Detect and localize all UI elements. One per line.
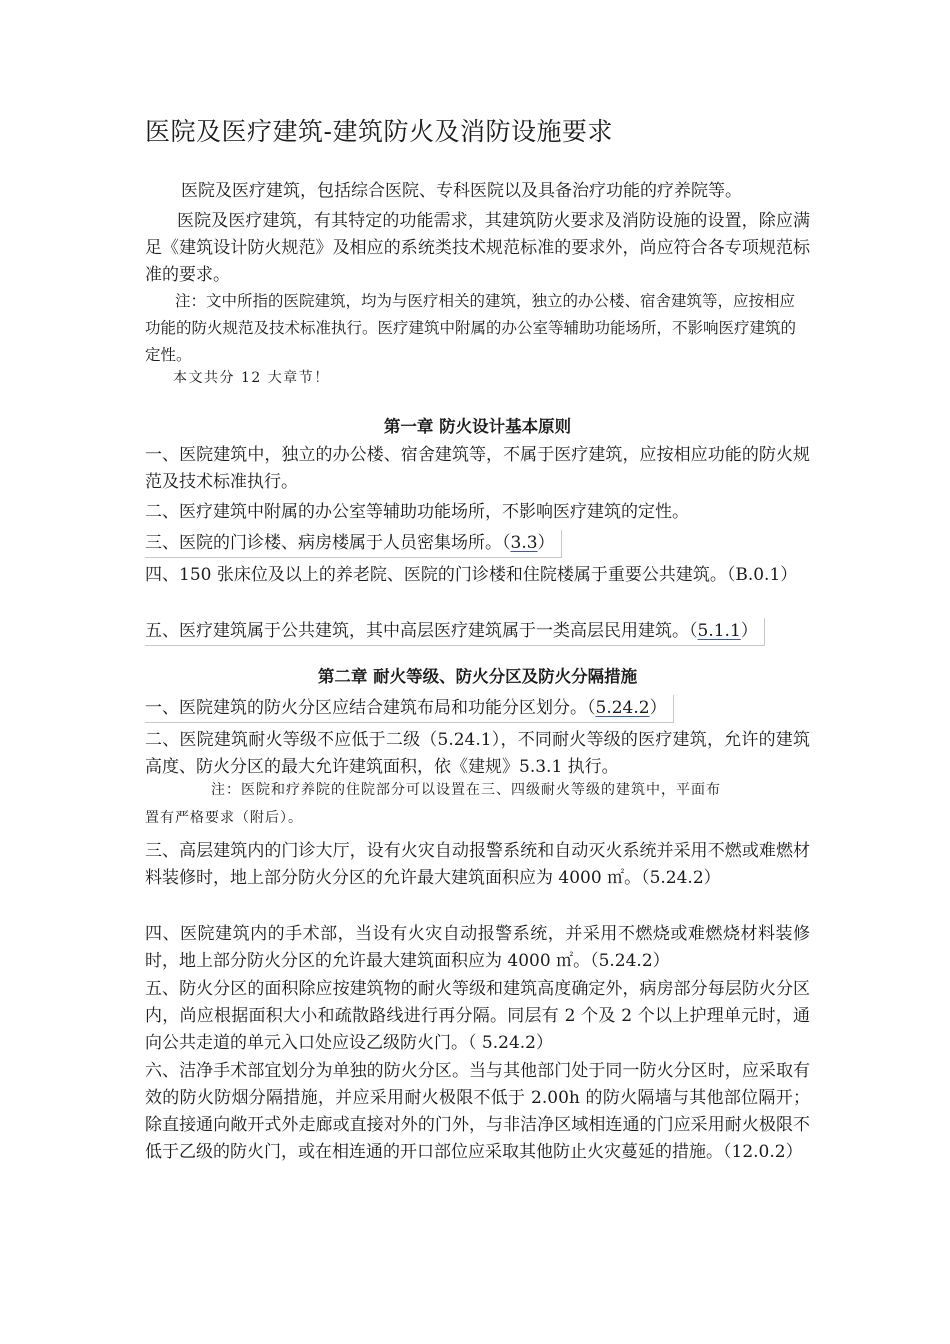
- chapter-2-item-1-reference[interactable]: 5.24.2: [595, 698, 650, 718]
- chapter-2-item-6: 六、洁净手术部宜划分为单独的防火分区。当与其他部门处于同一防火分区时，应采取有效的防火防烟分隔措施，并应采用耐火极限不低于 2.00h 的防火隔墙与其他部位隔开；除直接通向敞开式外走廊或直接对外的门外，与非洁净区域相连通的门应采用耐火极限不低于乙级的防火门，或在相连通的开口部位应采取其他防止火灾蔓延的措施。（12.0.2）: [145, 1061, 810, 1162]
- chapter-2-item-1: [145, 695, 674, 723]
- chapter-2-item-1-text: 一、医院建筑的防火分区应结合建筑布局和功能分区划分。（: [145, 698, 596, 718]
- chapter-1-item-3-close: ）: [537, 533, 555, 553]
- intro-paragraph-scope: 医院及医疗建筑，包括综合医院、专科医院以及具备治疗功能的疗养院等。: [181, 181, 742, 201]
- chapter-2-item-3: 三、高层建筑内的门诊大厅，设有火灾自动报警系统和自动灭火系统并采用不燃或难燃材料装修时，地上部分防火分区的允许最大建筑面积应为 4000 ㎡。（5.24.2）: [145, 841, 810, 888]
- chapter-1-item-5: [145, 618, 765, 646]
- chapter-1-item-5-reference[interactable]: 5.1.1: [697, 621, 741, 641]
- chapter-1-item-5-close: ）: [740, 621, 758, 641]
- chapter-1-item-3-reference[interactable]: 3.3: [510, 533, 538, 553]
- chapter-1-item-3-text: 三、医院的门诊楼、病房楼属于人员密集场所。（: [145, 533, 511, 553]
- chapter-2-note-line-1: 注：医院和疗养院的住院部分可以设置在三、四级耐火等级的建筑中，平面布: [211, 782, 721, 798]
- chapter-2-item-5: 五、防火分区的面积除应按建筑物的耐火等级和建筑高度确定外，病房部分每层防火分区内，尚应根据面积大小和疏散路线进行再分隔。同层有 2 个及 2 个以上护理单元时，通向公共走道的单元入口处应设乙级防火门。（ 5.24.2）: [145, 979, 810, 1053]
- chapter-1-item-3: [145, 530, 562, 558]
- chapter-1-item-1: 一、医院建筑中，独立的办公楼、宿舍建筑等，不属于医疗建筑，应按相应功能的防火规范及技术标准执行。: [145, 445, 810, 492]
- chapter-2-item-4: 四、医院建筑内的手术部，当设有火灾自动报警系统，并采用不燃烧或难燃烧材料装修时，地上部分防火分区的允许最大建筑面积应为 4000 ㎡。（5.24.2）: [145, 924, 810, 971]
- intro-paragraph-requirements: 医院及医疗建筑，有其特定的功能需求，其建筑防火要求及消防设施的设置，除应满足《建筑设计防火规范》及相应的系统类技术规范标准的要求外，尚应符合各专项规范标准的要求。: [145, 211, 810, 285]
- chapter-2-item-1-close: ）: [649, 698, 667, 718]
- chapter-1-item-2: 二、医疗建筑中附属的办公室等辅助功能场所，不影响医疗建筑的定性。: [145, 502, 689, 522]
- chapters-count-note: 本文共分 12 大章节！: [173, 370, 330, 386]
- chapter-2-note-line-2: 置有严格要求（附后）。: [145, 810, 303, 826]
- chapter-2-heading: 第二章 耐火等级、防火分区及防火分隔措施: [317, 667, 638, 686]
- intro-note: 注：文中所指的医院建筑，均为与医疗相关的建筑，独立的办公楼、宿舍建筑等，应按相应功能的防火规范及技术标准执行。医疗建筑中附属的办公室等辅助功能场所，不影响医疗建筑的定性。: [145, 292, 797, 364]
- chapter-2-item-2: 二、医院建筑耐火等级不应低于二级（5.24.1），不同耐火等级的医疗建筑，允许的建筑高度、防火分区的最大允许建筑面积，依《建规》5.3.1 执行。: [145, 730, 810, 777]
- document-title: 医院及医疗建筑-建筑防火及消防设施要求: [145, 117, 613, 146]
- chapter-2-note: [145, 776, 810, 832]
- chapter-1-item-4: 四、150 张床位及以上的养老院、医院的门诊楼和住院楼属于重要公共建筑。（B.0.1）: [145, 565, 798, 585]
- chapter-1-item-5-text: 五、医疗建筑属于公共建筑，其中高层医疗建筑属于一类高层民用建筑。（: [145, 621, 698, 641]
- chapter-1-heading: 第一章 防火设计基本原则: [383, 417, 572, 436]
